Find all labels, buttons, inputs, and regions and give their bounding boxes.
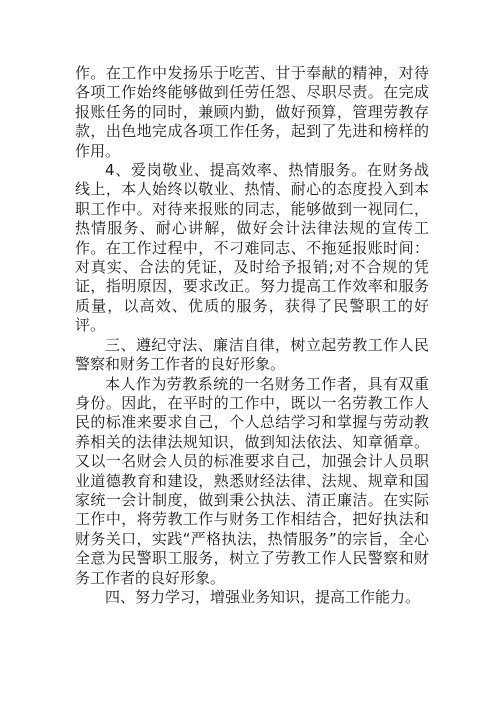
section-heading-3: 三、遵纪守法、廉洁自律，树立起劳教工作人民警察和财务工作者的良好形象。 bbox=[75, 335, 429, 374]
document-body bbox=[75, 64, 429, 607]
paragraph-section-3-body: 本人作为劳教系统的一名财务工作者，具有双重身份。因此，在平时的工作中，既以一名劳教工作人民的标准来要求自己，个人总结学习和掌握与劳动教养相关的法律法规知识，做到知法依法、知章循章。又以一名财会人员的标准要求自己，加强会计人员职业道德教育和建设，熟悉财经法律、法规、规章和国家统一会计制度，做到秉公执法、清正廉洁。在实际工作中，将劳教工作与财务工作相结合，把好执法和财务关口，实践“严格执法，热情服务”的宗旨，全心全意为民警职工服务，树立了劳教工作人民警察和财务工作者的良好形象。 bbox=[75, 374, 429, 587]
paragraph-item-4: 4、爱岗敬业、提高效率、热情服务。在财务战线上，本人始终以敬业、热情、耐心的态度投入到本职工作中。对待来报账的同志，能够做到一视同仁，热情服务、耐心讲解，做好会计法律法规的宣传工作。在工作过程中，不刁难同志、不拖延报账时间：对真实、合法的凭证，及时给予报销;对不合规的凭证，指明原因，要求改正。努力提高工作效率和服务质量，以高效、优质的服务，获得了民警职工的好评。 bbox=[75, 161, 429, 335]
paragraph-continuation: 作。在工作中发扬乐于吃苦、甘于奉献的精神，对待各项工作始终能够做到任劳任怨、尽职尽责。在完成报账任务的同时，兼顾内勤，做好预算，管理劳教存款，出色地完成各项工作任务，起到了先进和榜样的作用。 bbox=[75, 64, 429, 160]
section-heading-4: 四、努力学习，增强业务知识，提高工作能力。 bbox=[105, 587, 421, 606]
